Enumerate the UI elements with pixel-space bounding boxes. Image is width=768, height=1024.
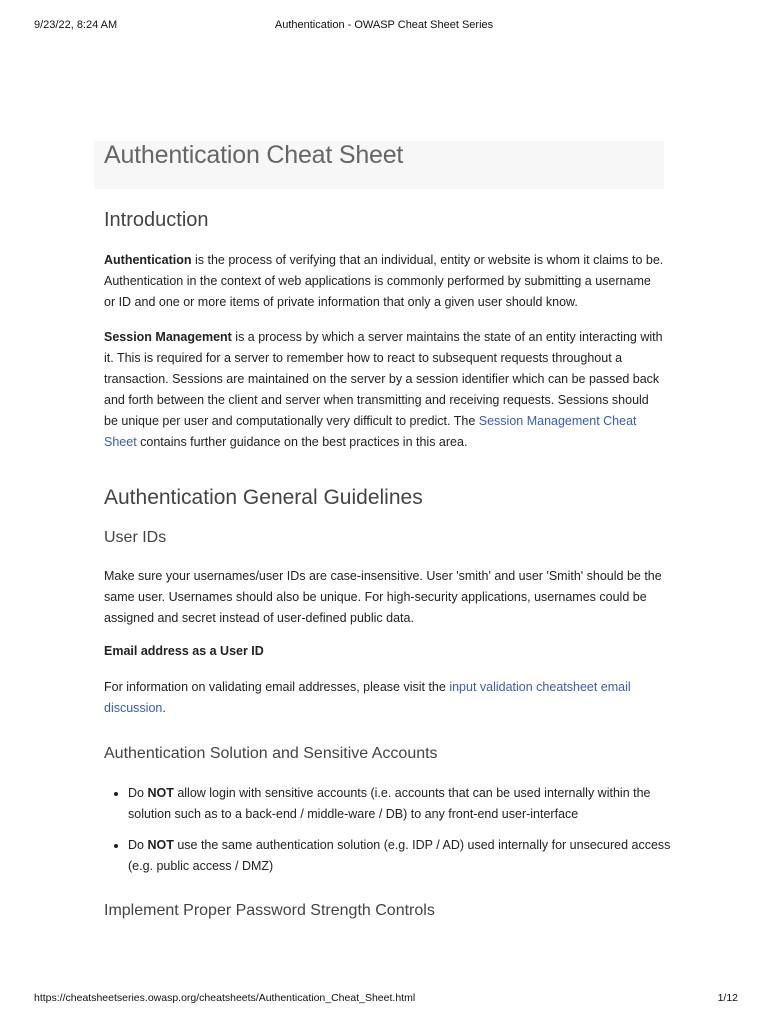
print-footer-url: https://cheatsheetseries.owasp.org/cheatsheets/Authentication_Cheat_Sheet.html bbox=[34, 992, 416, 1004]
intro-p2-tail: contains further guidance on the best practices in this area. bbox=[136, 435, 468, 449]
item-emphasis: NOT bbox=[147, 786, 174, 800]
session-management-term: Session Management bbox=[104, 330, 232, 344]
item-text: Do bbox=[128, 838, 148, 852]
session-management-link[interactable]: Session Management Cheat Sheet bbox=[104, 414, 637, 449]
email-text-end: . bbox=[162, 701, 166, 715]
intro-paragraph-2 bbox=[104, 327, 666, 453]
item-emphasis: NOT bbox=[147, 838, 174, 852]
item-text: allow login with sensitive accounts (i.e. accounts that can be used internally within the solution such as to a back-end / middle-ware / DB) to any front-end user-interface bbox=[128, 786, 651, 821]
email-paragraph bbox=[104, 677, 664, 719]
intro-p2-text: is a process by which a server maintains the state of an entity interacting with it. This is required for a server to remember how to react to subsequent requests throughout a transaction. Sessions are maintained on the server by a session identifier which can be passed back and forth between the client and server when transmitting and receiving requests. Sessions should be unique per user and computationally very difficult to predict. The bbox=[104, 330, 663, 428]
intro-paragraph-1 bbox=[104, 250, 664, 313]
email-text: For information on validating email addresses, please visit the bbox=[104, 680, 450, 694]
item-text: Do bbox=[128, 786, 148, 800]
print-date: 9/23/22, 8:24 AM bbox=[34, 19, 118, 31]
user-ids-text: Make sure your usernames/user IDs are case-insensitive. User 'smith' and user 'Smith' should be the same user. Usernames should also be unique. For high-security applications, usernames could be assigned and secret instead of user-defined public data. bbox=[104, 569, 662, 625]
item-text: use the same authentication solution (e.g. IDP / AD) used internally for unsecured access (e.g. public access / DMZ) bbox=[128, 838, 671, 873]
print-header-title: Authentication - OWASP Cheat Sheet Series bbox=[274, 19, 494, 31]
user-ids-heading: User IDs bbox=[104, 529, 167, 546]
guidelines-heading: Authentication General Guidelines bbox=[104, 486, 423, 509]
authentication-term: Authentication bbox=[104, 253, 192, 267]
print-page-number: 1/12 bbox=[717, 992, 738, 1004]
list-item bbox=[128, 783, 688, 825]
intro-heading: Introduction bbox=[104, 209, 209, 231]
page-title: Authentication Cheat Sheet bbox=[104, 141, 404, 169]
intro-p1-text: is the process of verifying that an individual, entity or website is whom it claims to be. Authentication in the context of web applications is commonly performed by submitting a username or ID and one or more items of private information that only a given user should know. bbox=[104, 253, 664, 309]
solution-heading: Authentication Solution and Sensitive Accounts bbox=[104, 745, 438, 762]
password-heading: Implement Proper Password Strength Controls bbox=[104, 902, 435, 919]
solution-list bbox=[104, 783, 688, 887]
email-heading: Email address as a User ID bbox=[104, 644, 264, 658]
list-item bbox=[128, 835, 688, 877]
input-validation-link[interactable]: input validation cheatsheet email discussion bbox=[104, 680, 631, 715]
